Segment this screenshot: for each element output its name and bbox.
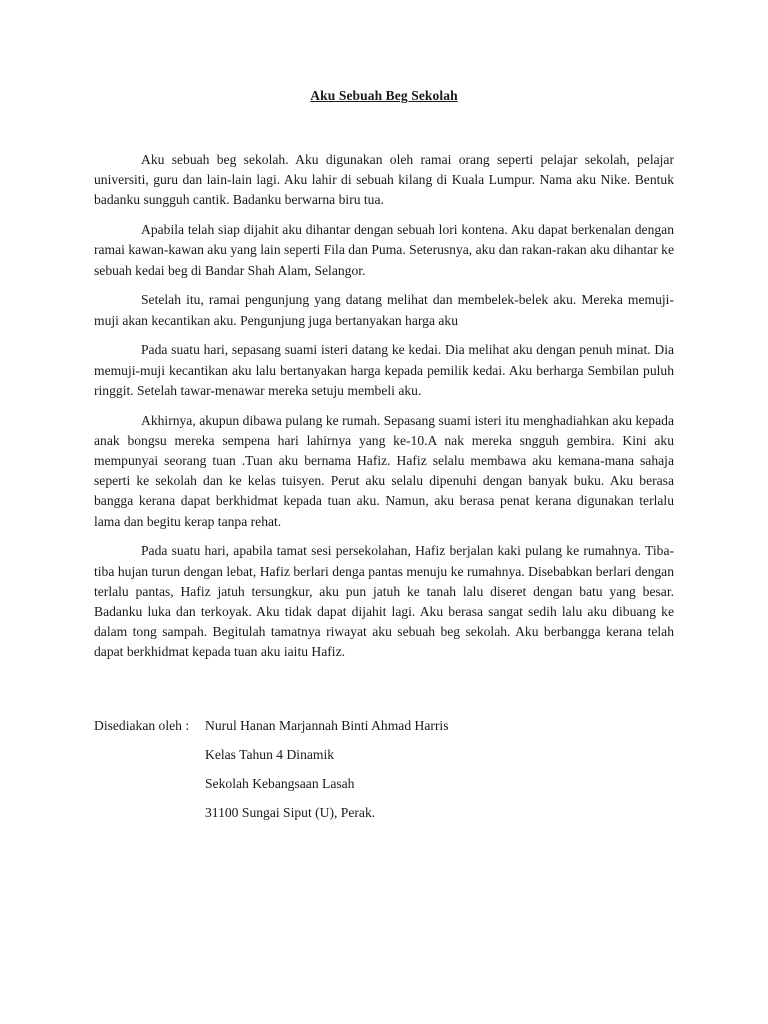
author-address: 31100 Sungai Siput (U), Perak. <box>205 805 376 820</box>
document-body <box>94 150 674 672</box>
author-school: Sekolah Kebangsaan Lasah <box>205 776 355 791</box>
signature-address-row <box>94 803 674 832</box>
author-name: Nurul Hanan Marjannah Binti Ahmad Harris <box>205 718 449 733</box>
signature-block <box>94 716 674 832</box>
signature-class-row <box>94 745 674 774</box>
paragraph-1: Aku sebuah beg sekolah. Aku digunakan oleh ramai orang seperti pelajar sekolah, pelajar universiti, guru dan lain-lain lagi. Aku lahir di sebuah kilang di Kuala Lumpur. Nama aku Nike. Bentuk badanku sungguh cantik. Badanku berwarna biru tua. <box>94 152 674 208</box>
paragraph-3: Setelah itu, ramai pengunjung yang datang melihat dan membelek-belek aku. Mereka memuji-muji akan kecantikan aku. Pengunjung juga bertanyakan harga aku <box>94 292 674 328</box>
paragraph-2: Apabila telah siap dijahit aku dihantar dengan sebuah lori kontena. Aku dapat berkenalan dengan ramai kawan-kawan aku yang lain seperti Fila dan Puma. Seterusnya, aku dan rakan-rakan aku dihantar ke sebuah kedai beg di Bandar Shah Alam, Selangor. <box>94 222 674 278</box>
paragraph-4: Pada suatu hari, sepasang suami isteri datang ke kedai. Dia melihat aku dengan penuh minat. Dia memuji-muji kecantikan aku lalu bertanyakan harga kepada pemilik kedai. Aku berharga Sembilan puluh ringgit. Setelah tawar-menawar mereka setuju membeli aku. <box>94 342 674 398</box>
signature-name-row <box>94 716 674 745</box>
paragraph-5: Akhirnya, akupun dibawa pulang ke rumah. Sepasang suami isteri itu menghadiahkan aku kepada anak bongsu mereka sempena hari lahirnya yang ke-10.A nak mereka sngguh gembira. Kini aku mempunyai seorang tuan .Tuan aku bernama Hafiz. Hafiz selalu membawa aku kemana-mana sahaja seperti ke sekolah dan ke kelas tuisyen. Perut aku selalu dipenuhi dengan banyak buku. Aku berasa bangga kerana dapat berkhidmat kepada tuan aku. Namun, aku berasa penat kerana digunakan terlalu lama dan begitu kerap tanpa rehat. <box>94 412 674 529</box>
signature-label: Disediakan oleh : <box>94 718 190 733</box>
signature-school-row <box>94 774 674 803</box>
paragraph-6: Pada suatu hari, apabila tamat sesi persekolahan, Hafiz berjalan kaki pulang ke rumahnya. Tiba-tiba hujan turun dengan lebat, Hafiz berlari denga pantas menuju ke rumahnya. Disebabkan berlari dengan terlalu pantas, Hafiz jatuh tersungkur, aku pun jatuh ke tanah lalu diseret dengan batu yang besar. Badanku luka dan terkoyak. Aku tidak dapat dijahit lagi. Aku berasa sangat sedih lalu aku dibuang ke dalam tong sampah. Begitulah tamatnya riwayat aku sebuah beg sekolah. Aku berbangga kerana telah dapat berkhidmat kepada tuan aku iaitu Hafiz. <box>94 543 674 660</box>
document-title: Aku Sebuah Beg Sekolah <box>310 88 458 103</box>
author-class: Kelas Tahun 4 Dinamik <box>205 747 335 762</box>
